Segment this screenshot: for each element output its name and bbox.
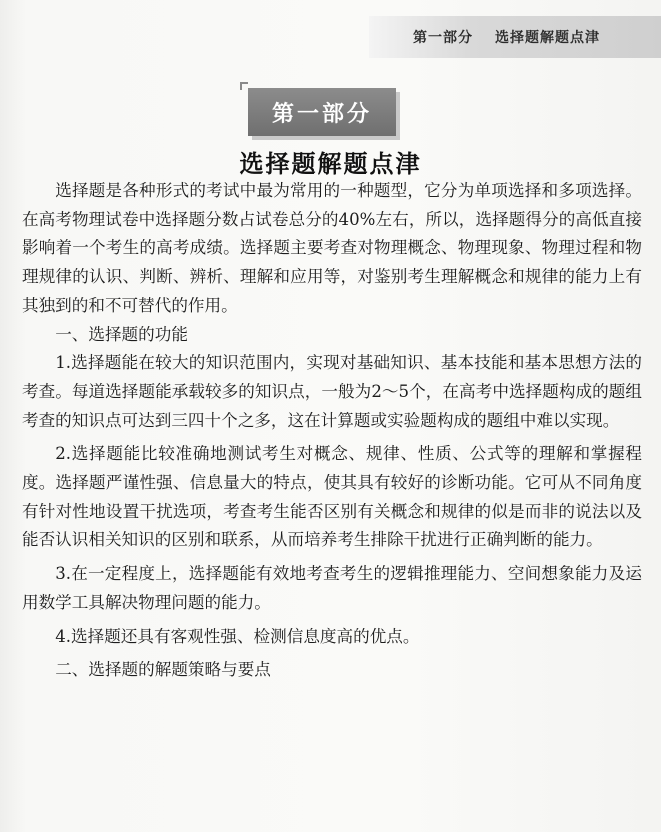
- running-header: [369, 16, 661, 58]
- section-heading: 一、选择题的功能: [55, 324, 188, 344]
- body-text: [22, 177, 642, 685]
- header-part-label: 第一部分: [413, 30, 473, 46]
- header-topic-label: 选择题解题点津: [495, 30, 600, 46]
- function-item-2: 2.选择题能比较准确地测试考生对概念、规律、性质、公式等的理解和掌握程度。选择题严谨性强、信息量大的特点，使其具有较好的诊断功能。它可从不同角度有针对性地设置干扰选项，考查考生能否区别有关概念和规律的似是而非的说法以及能否认识相关知识的区别和联系，从而培养考生排除干扰进行正确判断的能力。: [22, 444, 642, 550]
- intro-paragraph: 选择题是各种形式的考试中最为常用的一种题型，它分为单项选择和多项选择。在高考物理试卷中选择题分数占试卷总分的40%左右，所以，选择题得分的高低直接影响着一个考生的高考成绩。选择题主要考查对物理概念、物理现象、物理过程和物理规律的认识、判断、辨析、理解和应用等，对鉴别考生理解概念和规律的能力上有其独到的和不可替代的作用。: [22, 181, 642, 315]
- part-banner-wrap: [248, 88, 396, 136]
- function-item-4: 4.选择题还具有客观性强、检测信息度高的优点。: [55, 626, 420, 646]
- function-item-3: 3.在一定程度上，选择题能有效地考查考生的逻辑推理能力、空间想象能力及运用数学工具解决物理问题的能力。: [22, 564, 642, 612]
- section-title: 选择题解题点津: [239, 150, 422, 178]
- section-heading-2: 二、选择题的解题策略与要点: [55, 660, 271, 680]
- banner-corner-mark: [240, 82, 242, 90]
- faint-watermark: [266, 718, 410, 773]
- function-item-1: 1.选择题能在较大的知识范围内，实现对基础知识、基本技能和基本思想方法的考查。每道选择题能承载较多的知识点，一般为2～5个，在高考中选择题构成的题组考查的知识点可达到三四十个之多，这在计算题或实验题构成的题组中难以实现。: [22, 353, 642, 430]
- part-banner: 第一部分: [248, 88, 396, 136]
